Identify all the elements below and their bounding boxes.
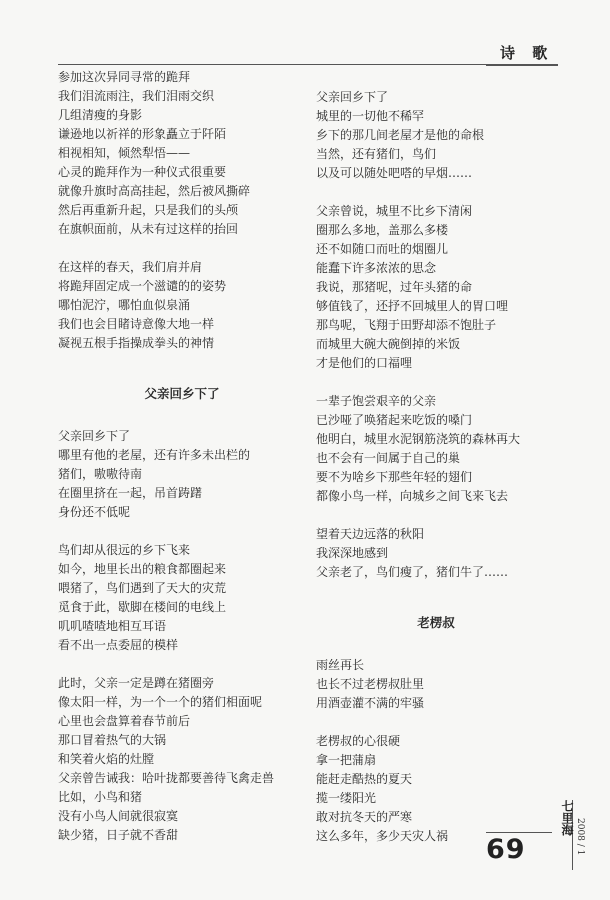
footer-rule: [486, 832, 552, 833]
poem-line: 就像升旗时高高挂起，然后被风撕碎: [58, 184, 251, 198]
poem-line: 当然，还有猪们，鸟们: [316, 147, 437, 161]
poem-line: 心灵的跪拜作为一种仪式很重要: [58, 165, 227, 179]
poem-stanza: [58, 674, 296, 845]
poem-line: 那口冒着热气的大锅: [58, 733, 167, 747]
poem-line: 也不会有一间属于自己的巢: [316, 451, 461, 465]
poem-line: 要不为啥乡下那些年轻的翅们: [316, 470, 473, 484]
poem-line: 我说，那猪呢，过年头猪的命: [316, 280, 473, 294]
poem-line: 哪里有他的老屋，还有许多未出栏的: [58, 448, 251, 462]
poem-line: 才是他们的口福哩: [316, 356, 413, 370]
poem-line: 我们泪流雨注，我们泪雨交织: [58, 89, 215, 103]
poem-line: 他明白，城里水泥钢筋浇筑的森林再大: [316, 432, 521, 446]
poem-line: 比如，小鸟和猪: [58, 790, 143, 804]
poem-line: 雨丝再长: [316, 658, 365, 672]
poem-line: 这么多年，多少天灾人祸: [316, 829, 449, 843]
poem-line: 将跪拜固定成一个滋谴的的姿势: [58, 279, 227, 293]
poem-line: 能赶走酷热的夏天: [316, 772, 413, 786]
stanza-gap: [316, 506, 556, 525]
poem-line: 缺少猪，日子就不香甜: [58, 828, 179, 842]
poem-line: 父亲老了，鸟们瘦了，猪们牛了……: [316, 565, 509, 579]
section-title: 诗 歌: [500, 44, 554, 62]
poem-line: 身份还不低呢: [58, 505, 131, 519]
poem-stanza: [58, 541, 296, 655]
header-rule: [58, 64, 558, 65]
stanza-gap: [58, 522, 296, 541]
poem-line: 几组清瘦的身影: [58, 108, 143, 122]
poem-line: 看不出一点委屈的模样: [58, 638, 179, 652]
poem-stanza: [316, 392, 556, 506]
poem-line: 父亲回乡下了: [58, 429, 131, 443]
poem-line: 揽一缕阳光: [316, 791, 377, 805]
poem-line: 城里的一切他不稀罕: [316, 109, 425, 123]
poem-line: 还不如随口而吐的烟圈儿: [316, 242, 449, 256]
poem-title: 父亲回乡下了: [144, 386, 220, 401]
poem-line: 参加这次异同寻常的跪拜: [58, 70, 191, 84]
poem-line: 在旗帜面前，从未有过这样的抬回: [58, 222, 239, 236]
poem-line: 都像小鸟一样，向城乡之间飞来飞去: [316, 489, 509, 503]
poem-line: 和笑着火焰的灶膛: [58, 752, 155, 766]
poem-stanza: [316, 656, 556, 713]
poem-line: 心里也会盘算着春节前后: [58, 714, 191, 728]
issue-label: 2008 / 1: [575, 818, 585, 856]
magazine-name: 七里海: [560, 800, 574, 836]
poem-stanza: [58, 427, 296, 522]
poem-line: 父亲曾说，城里不比乡下清闲: [316, 204, 473, 218]
stanza-gap: [58, 239, 296, 258]
poem-stanza: [316, 525, 556, 582]
poem-line: 此时，父亲一定是蹲在猪圈旁: [58, 676, 215, 690]
poem-line: 已沙哑了唤猪起来吃饭的嗓门: [316, 413, 473, 427]
poem-line: 鸟们却从很远的乡下飞来: [58, 543, 191, 557]
poem-line: 凝视五根手指操成拳头的神情: [58, 336, 215, 350]
poem-line: 在圈里挤在一起，吊首踌躇: [58, 486, 203, 500]
poem-line: 也长不过老楞叔肚里: [316, 677, 425, 691]
poem-line: 我们也会目睹诗意像大地一样: [58, 317, 215, 331]
poem-line: 谦逊地以祈祥的形象矗立于阡陌: [58, 127, 227, 141]
poem-stanza: [316, 732, 556, 846]
right-column: [316, 88, 556, 846]
poem-line: 拿一把蒲扇: [316, 753, 377, 767]
poem-line: 觅食于此，歇脚在楼间的电线上: [58, 600, 227, 614]
stanza-gap: [58, 353, 296, 372]
poem-line: 如今，地里长出的粮食都圈起来: [58, 562, 227, 576]
poem-line: 能蠢下许多浓浓的思念: [316, 261, 437, 275]
poem-line: 以及可以随处吧嗒的早烟……: [316, 166, 473, 180]
poem-line: 相视相知，倾然犁悟——: [58, 146, 191, 160]
poem-line: 叽叽喳喳地相互耳语: [58, 619, 167, 633]
poem-line: 父亲回乡下了: [316, 90, 389, 104]
stanza-gap: [316, 582, 556, 601]
poem-line: 敢对抗冬天的严寒: [316, 810, 413, 824]
header-rule-right: [486, 64, 558, 66]
poem-line: 父亲曾告诫我：哈叶拢都要善待飞禽走兽: [58, 771, 275, 785]
poem-line: 够值钱了，还抒不回城里人的胃口哩: [316, 299, 509, 313]
poem-line: 用酒壶灌不满的牢骚: [316, 696, 425, 710]
poem-line: 在这样的春天，我们肩并肩: [58, 260, 203, 274]
poem-line: 喂猪了，鸟们遇到了天大的灾荒: [58, 581, 227, 595]
poem-line: 然后再重新升起，只是我们的头颅: [58, 203, 239, 217]
poem-line: 而城里大碗大碗倒掉的米饭: [316, 337, 461, 351]
poem-line: 我深深地感到: [316, 546, 389, 560]
poem-line: 哪怕泥泞，哪怕血似泉涌: [58, 298, 191, 312]
poem-stanza: [316, 88, 556, 183]
page-number: 69: [486, 834, 526, 865]
poem-line: 没有小鸟人间就很寂寞: [58, 809, 179, 823]
poem-line: 望着天边远落的秋阳: [316, 527, 425, 541]
left-column: [58, 68, 296, 845]
poem-stanza: [58, 258, 296, 353]
poem-stanza: [316, 202, 556, 373]
poem-title: 老楞叔: [417, 615, 455, 630]
stanza-gap: [316, 713, 556, 732]
poem-line: 圈那么多地，盖那么多楼: [316, 223, 449, 237]
poem-line: 老楞叔的心很硬: [316, 734, 401, 748]
stanza-gap: [58, 655, 296, 674]
poem-line: 一辈子饱尝艰辛的父亲: [316, 394, 437, 408]
poem-line: 那鸟呢，飞翔于田野却添不饱肚子: [316, 318, 497, 332]
poem-line: 猪们，嗷嗷待南: [58, 467, 143, 481]
poem-stanza: [58, 68, 296, 239]
poem-line: 像太阳一样，为一个一个的猪们相面呢: [58, 695, 263, 709]
stanza-gap: [316, 183, 556, 202]
poem-line: 乡下的那几间老屋才是他的命根: [316, 128, 485, 142]
stanza-gap: [316, 373, 556, 392]
